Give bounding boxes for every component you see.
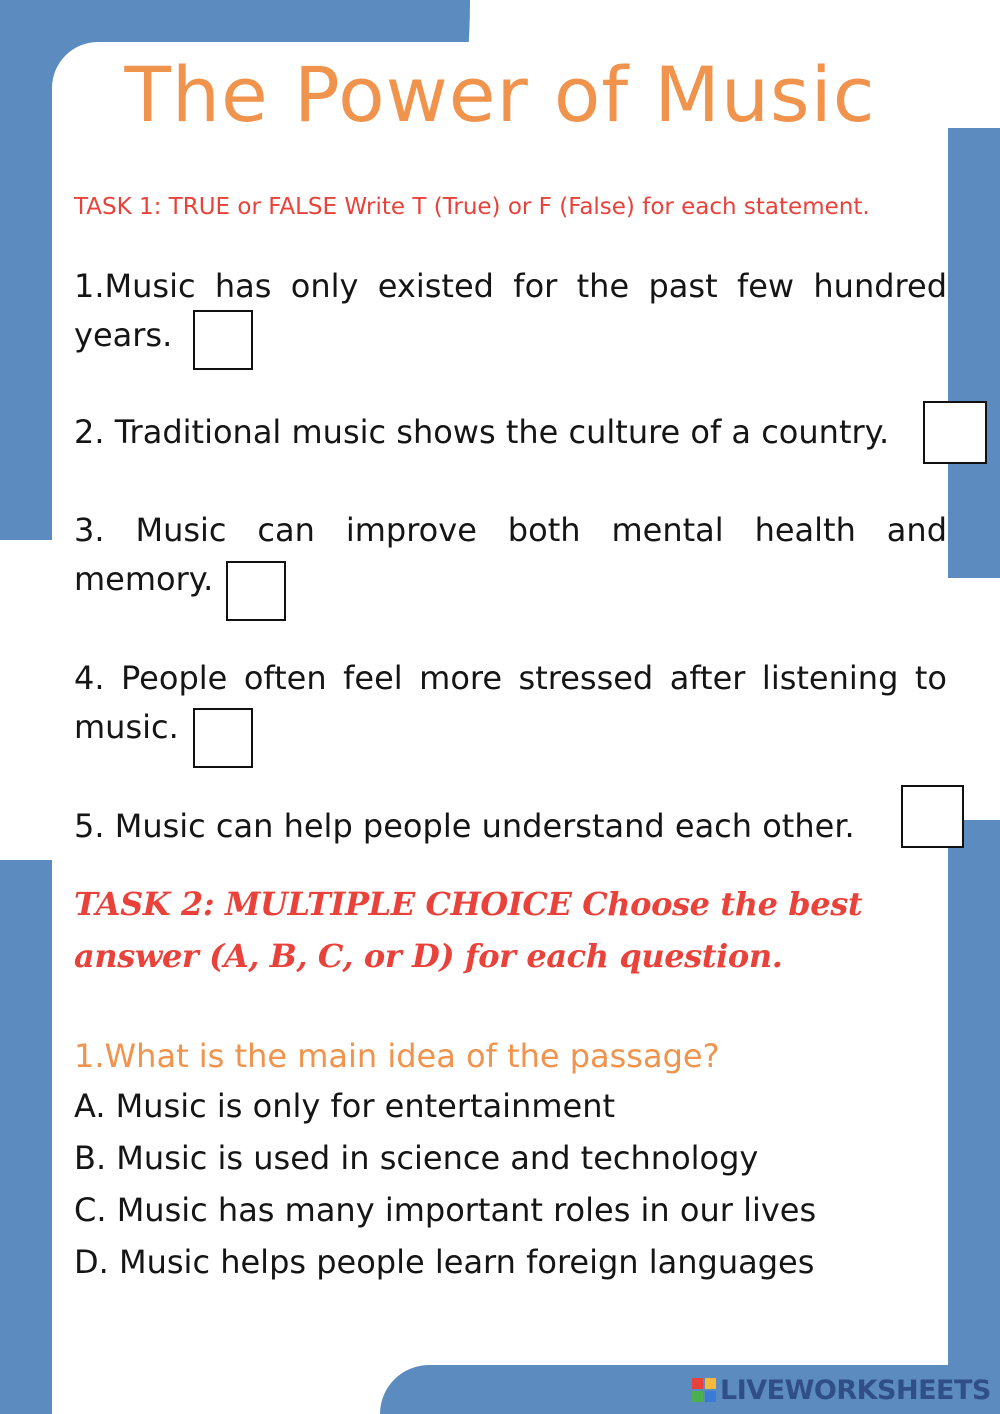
background-shape-left bbox=[0, 300, 52, 540]
page-title: The Power of Music bbox=[124, 50, 876, 139]
background-shape-right-lower bbox=[948, 820, 1000, 1414]
logo-text: LIVEWORKSHEETS bbox=[720, 1374, 991, 1406]
answer-box-5[interactable] bbox=[901, 785, 964, 848]
statement-1: 1.Music has only existed for the past few hundred years. bbox=[74, 267, 947, 354]
task1-instruction: TASK 1: TRUE or FALSE Write T (True) or F (False) for each statement. bbox=[74, 194, 870, 220]
option-b[interactable]: B. Music is used in science and technology bbox=[74, 1139, 759, 1177]
background-shape-right bbox=[948, 128, 1000, 578]
option-a[interactable]: A. Music is only for entertainment bbox=[74, 1087, 616, 1125]
option-c[interactable]: C. Music has many important roles in our lives bbox=[74, 1191, 817, 1229]
task2-instruction: TASK 2: MULTIPLE CHOICE Choose the best answer (A, B, C, or D) for each question. bbox=[74, 885, 863, 975]
mc-options bbox=[74, 1080, 947, 1288]
liveworksheets-logo bbox=[692, 1374, 991, 1406]
statement-3: 3. Music can improve both mental health and memory. bbox=[74, 511, 947, 598]
statement-2: 2. Traditional music shows the culture of a country. bbox=[74, 413, 890, 451]
liveworksheets-logo-icon bbox=[692, 1378, 716, 1402]
statement-5: 5. Music can help people understand each other. bbox=[74, 807, 855, 845]
answer-box-2[interactable] bbox=[923, 401, 987, 464]
mc-question-1: 1.What is the main idea of the passage? bbox=[74, 1037, 720, 1075]
statement-4: 4. People often feel more stressed after listening to music. bbox=[74, 659, 947, 746]
option-d[interactable]: D. Music helps people learn foreign languages bbox=[74, 1243, 815, 1281]
answer-box-1[interactable] bbox=[193, 310, 253, 370]
answer-box-3[interactable] bbox=[226, 561, 286, 621]
background-shape-bottom-left bbox=[0, 860, 52, 1414]
answer-box-4[interactable] bbox=[193, 708, 253, 768]
